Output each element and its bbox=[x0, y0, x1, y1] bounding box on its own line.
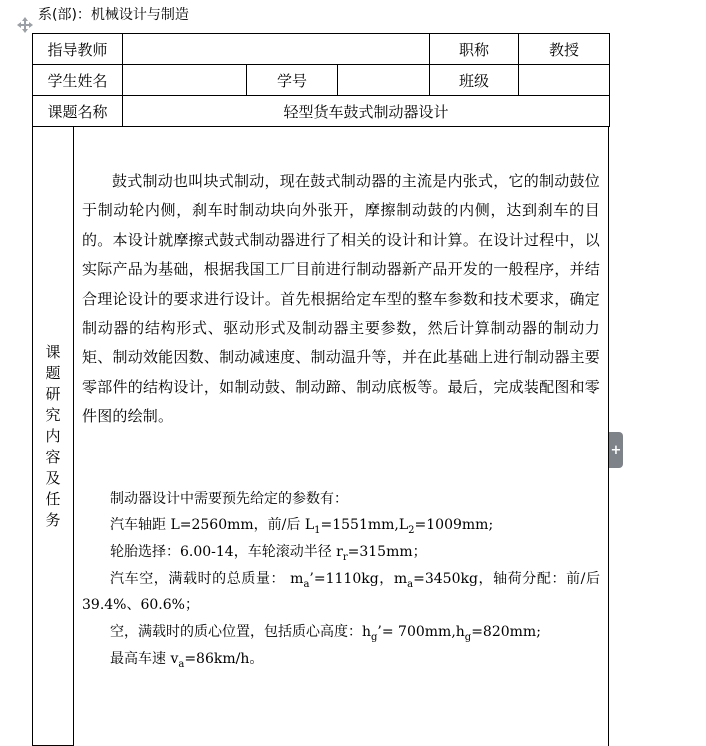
advisor-row bbox=[33, 34, 610, 65]
department-line: 系(部)：机械设计与制造 bbox=[38, 7, 189, 23]
section-label-char: 容 bbox=[45, 447, 61, 466]
params-heading: 制动器设计中需要预先给定的参数有： bbox=[110, 490, 348, 507]
param-max-speed: 最高车速 $v_a=86km/h$。 bbox=[110, 650, 264, 670]
section-label-char: 任 bbox=[45, 489, 61, 508]
topic-value[interactable]: 轻型货车鼓式制动器设计 bbox=[123, 96, 610, 127]
section-label-char: 课 bbox=[45, 342, 61, 361]
intro-paragraph: 鼓式制动也叫块式制动，现在鼓式制动器的主流是内张式，它的制动鼓位于制动轮内侧，刹车时制动块向外张开，摩擦制动鼓的内侧，达到刹车的目的。本设计就摩擦式鼓式制动器进行了相关的设计和计算。在设计过程中，以实际产品为基础，根据我国工厂目前进行制动器新产品开发的一般程序，并结合理论设计的要求进行设计。首先根据给定车型的整车参数和技术要求，确定制动器的结构形式、驱动形式及制动器主要参数，然后计算制动器的制动力矩、制动效能因数、制动减速度、制动温升等，并在此基础上进行制动器主要零部件的结构设计，如制动鼓、制动蹄、制动底板等。最后，完成装配图和零件图的绘制。 bbox=[82, 172, 600, 426]
student-label: 学生姓名 bbox=[33, 65, 123, 96]
task-form-table bbox=[32, 33, 610, 127]
param-tire: 轮胎选择：6.00-14，车轮滚动半径 $r_r=315mm$； bbox=[110, 544, 427, 563]
section-label-char: 及 bbox=[45, 468, 61, 487]
topic-label: 课题名称 bbox=[33, 96, 123, 127]
advisor-label: 指导教师 bbox=[33, 34, 123, 65]
topic-row bbox=[33, 96, 610, 127]
param-center-of-gravity: 空，满载时的质心位置，包括质心高度：$h_g’= 700mm,h_g=820mm$; bbox=[110, 624, 541, 643]
student-id-label: 学号 bbox=[247, 65, 338, 96]
param-wheelbase: 汽车轴距 L=2560mm，前/后 $L_1=1551mm,L_2=1009mm$; bbox=[110, 517, 494, 537]
section-label-char: 题 bbox=[45, 363, 61, 382]
task-content-table bbox=[32, 126, 609, 746]
student-value[interactable] bbox=[123, 65, 247, 96]
title-label: 职称 bbox=[430, 34, 519, 65]
move-handle-icon[interactable] bbox=[16, 16, 34, 34]
section-label-char: 内 bbox=[45, 426, 61, 445]
section-label-char: 务 bbox=[45, 510, 61, 529]
plus-icon: + bbox=[610, 442, 622, 458]
title-value[interactable]: 教授 bbox=[519, 34, 610, 65]
param-mass: 汽车空，满载时的总质量： $m_a’=1110kg$，$m_a=3450kg$，轴荷分配：前/后 39.4%、60.6%； bbox=[82, 570, 600, 614]
section-label-char: 研 bbox=[45, 384, 61, 403]
content-cell[interactable] bbox=[74, 127, 609, 746]
section-label bbox=[33, 127, 74, 746]
advisor-value[interactable] bbox=[123, 34, 430, 65]
side-expand-tab[interactable] bbox=[609, 432, 623, 468]
student-id-value[interactable] bbox=[338, 65, 430, 96]
class-label: 班级 bbox=[430, 65, 519, 96]
class-value[interactable] bbox=[519, 65, 610, 96]
parameters-block bbox=[82, 486, 600, 673]
student-row bbox=[33, 65, 610, 96]
section-label-char: 究 bbox=[45, 405, 61, 424]
